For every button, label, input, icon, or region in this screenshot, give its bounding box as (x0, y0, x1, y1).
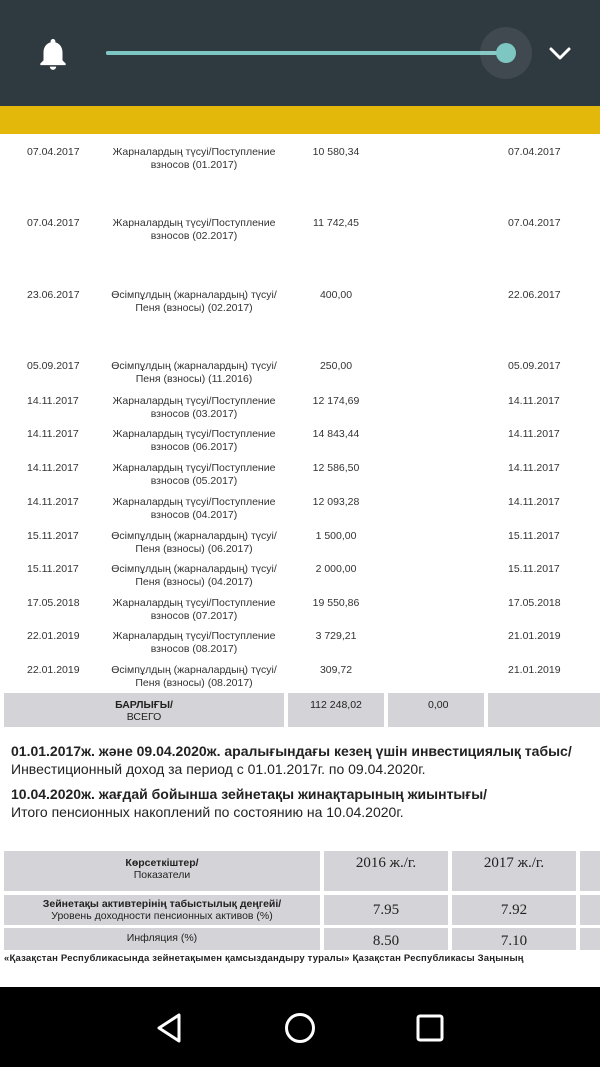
posting-date: 14.11.2017 (508, 496, 560, 508)
yield-label-kz: Зейнетақы активтерінің табыстылық деңгейі/ (42, 898, 282, 910)
amount: 3 729,21 (315, 630, 357, 642)
posting-date: 05.09.2017 (508, 360, 561, 372)
description-kz: Өсімпұлдың (жарналардың) түсуі/ (111, 360, 277, 372)
recents-icon[interactable] (413, 1011, 447, 1045)
posting-date: 21.01.2019 (508, 664, 561, 676)
description-ru: Пеня (взносы) (04.2017) (135, 576, 253, 588)
inflation-2016: 8.50 (324, 928, 448, 950)
home-icon[interactable] (283, 1011, 317, 1045)
operation-description (100, 563, 288, 589)
next-year-cell (580, 851, 600, 891)
amount: 11 742,45 (313, 217, 359, 229)
operation-date: 14.11.2017 (27, 428, 79, 440)
operation-date: 14.11.2017 (27, 462, 79, 474)
description-ru: взносов (01.2017) (150, 159, 238, 171)
posting-date: 22.06.2017 (508, 289, 561, 301)
amount: 2 000,00 (315, 563, 357, 575)
posting-date: 15.11.2017 (508, 563, 560, 575)
operation-date: 15.11.2017 (27, 563, 79, 575)
amount: 400,00 (319, 289, 353, 301)
notification-shade (0, 0, 600, 106)
inflation-label: Инфляция (%) (4, 928, 320, 950)
posting-date: 07.04.2017 (508, 146, 561, 158)
operation-description (100, 496, 288, 522)
bell-icon[interactable] (34, 34, 72, 74)
description-kz: Жарналардың түсуі/Поступление (112, 462, 276, 474)
investment-income-title-ru: Инвестиционный доход за период с 01.01.2017г. по 09.04.2020г. (11, 761, 426, 777)
back-icon[interactable] (153, 1011, 187, 1045)
description-ru: взносов (05.2017) (150, 475, 238, 487)
operation-date: 15.11.2017 (27, 530, 79, 542)
yield-label-ru: Уровень доходности пенсионных активов (%) (51, 910, 273, 922)
savings-total-title-kz: 10.04.2020ж. жағдай бойынша зейнетақы жинақтарының жиынтығы/ (11, 786, 488, 802)
operation-description (100, 428, 288, 454)
description-ru: взносов (08.2017) (150, 643, 238, 655)
amount: 309,72 (319, 664, 353, 676)
slider-fill (106, 51, 506, 55)
investment-income-title-kz: 01.01.2017ж. және 09.04.2020ж. аралығындағы кезең үшін инвестициялық табыс/ (11, 743, 572, 759)
operation-description (100, 630, 288, 656)
posting-date: 14.11.2017 (508, 462, 560, 474)
navigation-bar (0, 987, 600, 1067)
inflation-2017: 7.10 (452, 928, 576, 950)
operation-date: 14.11.2017 (27, 496, 79, 508)
chevron-down-icon[interactable] (546, 42, 574, 66)
description-kz: Жарналардың түсуі/Поступление (112, 428, 276, 440)
total-label (4, 693, 284, 727)
total-empty-cell (488, 693, 600, 727)
description-ru: взносов (06.2017) (150, 441, 238, 453)
law-reference-text: «Қазақстан Республикасында зейнетақымен қамсыздандыру туралы» Қазақстан Республикасы Заңының (4, 953, 524, 964)
brightness-slider[interactable] (106, 51, 506, 55)
next-year-cell (580, 928, 600, 950)
operation-date: 14.11.2017 (27, 395, 79, 407)
operation-date: 17.05.2018 (27, 597, 80, 609)
description-kz: Жарналардың түсуі/Поступление (112, 217, 276, 229)
operation-description (100, 360, 288, 386)
description-kz: Жарналардың түсуі/Поступление (112, 395, 276, 407)
description-ru: взносов (07.2017) (150, 610, 238, 622)
description-kz: Өсімпұлдың (жарналардың) түсуі/ (111, 289, 277, 301)
accent-band (0, 106, 600, 134)
description-kz: Жарналардың түсуі/Поступление (112, 146, 276, 158)
indicators-header-kz: Көрсеткіштер/ (125, 857, 199, 869)
posting-date: 15.11.2017 (508, 530, 560, 542)
indicators-header-ru: Показатели (133, 869, 191, 881)
total-label-kz: БАРЛЫҒЫ/ (115, 699, 173, 711)
slider-knob[interactable] (496, 43, 516, 63)
year-2017-header: 2017 ж./г. (452, 851, 576, 891)
description-ru: взносов (03.2017) (150, 408, 238, 420)
description-ru: Пеня (взносы) (06.2017) (135, 543, 253, 555)
operation-date: 05.09.2017 (27, 360, 80, 372)
description-kz: Өсімпұлдың (жарналардың) түсуі/ (111, 664, 277, 676)
posting-date: 07.04.2017 (508, 217, 561, 229)
operation-date: 07.04.2017 (27, 146, 80, 158)
operation-description (100, 530, 288, 556)
description-kz: Жарналардың түсуі/Поступление (112, 496, 276, 508)
total-amount-2: 0,00 (388, 693, 484, 727)
posting-date: 17.05.2018 (508, 597, 561, 609)
operation-description (100, 664, 288, 690)
operation-date: 22.01.2019 (27, 630, 80, 642)
yield-2017: 7.92 (452, 895, 576, 925)
operation-description (100, 217, 288, 243)
total-row (4, 693, 600, 727)
operation-date: 23.06.2017 (27, 289, 80, 301)
description-ru: Пеня (взносы) (02.2017) (135, 302, 253, 314)
yield-label (4, 895, 320, 925)
operation-description (100, 597, 288, 623)
operation-date: 22.01.2019 (27, 664, 80, 676)
total-label-ru: ВСЕГО (126, 711, 162, 723)
amount: 250,00 (319, 360, 353, 372)
operation-description (100, 146, 288, 172)
posting-date: 14.11.2017 (508, 395, 560, 407)
amount: 12 093,28 (312, 496, 360, 508)
description-ru: взносов (02.2017) (150, 230, 238, 242)
amount: 12 586,50 (312, 462, 360, 474)
posting-date: 21.01.2019 (508, 630, 561, 642)
description-ru: Пеня (взносы) (11.2016) (135, 373, 253, 385)
amount: 19 550,86 (312, 597, 360, 609)
description-ru: взносов (04.2017) (150, 509, 238, 521)
year-2016-header: 2016 ж./г. (324, 851, 448, 891)
next-year-cell (580, 895, 600, 925)
savings-total-title-ru: Итого пенсионных накоплений по состоянию на 10.04.2020г. (11, 804, 404, 820)
yield-2016: 7.95 (324, 895, 448, 925)
operation-description (100, 289, 288, 315)
operation-description (100, 395, 288, 421)
amount: 12 174,69 (312, 395, 360, 407)
operation-description (100, 462, 288, 488)
description-kz: Жарналардың түсуі/Поступление (112, 597, 276, 609)
amount: 1 500,00 (315, 530, 357, 542)
description-kz: Өсімпұлдың (жарналардың) түсуі/ (111, 530, 277, 542)
total-amount: 112 248,02 (288, 693, 384, 727)
amount: 10 580,34 (312, 146, 360, 158)
description-ru: Пеня (взносы) (08.2017) (135, 677, 253, 689)
description-kz: Жарналардың түсуі/Поступление (112, 630, 276, 642)
posting-date: 14.11.2017 (508, 428, 560, 440)
description-kz: Өсімпұлдың (жарналардың) түсуі/ (111, 563, 277, 575)
indicators-header (4, 851, 320, 891)
operation-date: 07.04.2017 (27, 217, 80, 229)
amount: 14 843,44 (312, 428, 360, 440)
